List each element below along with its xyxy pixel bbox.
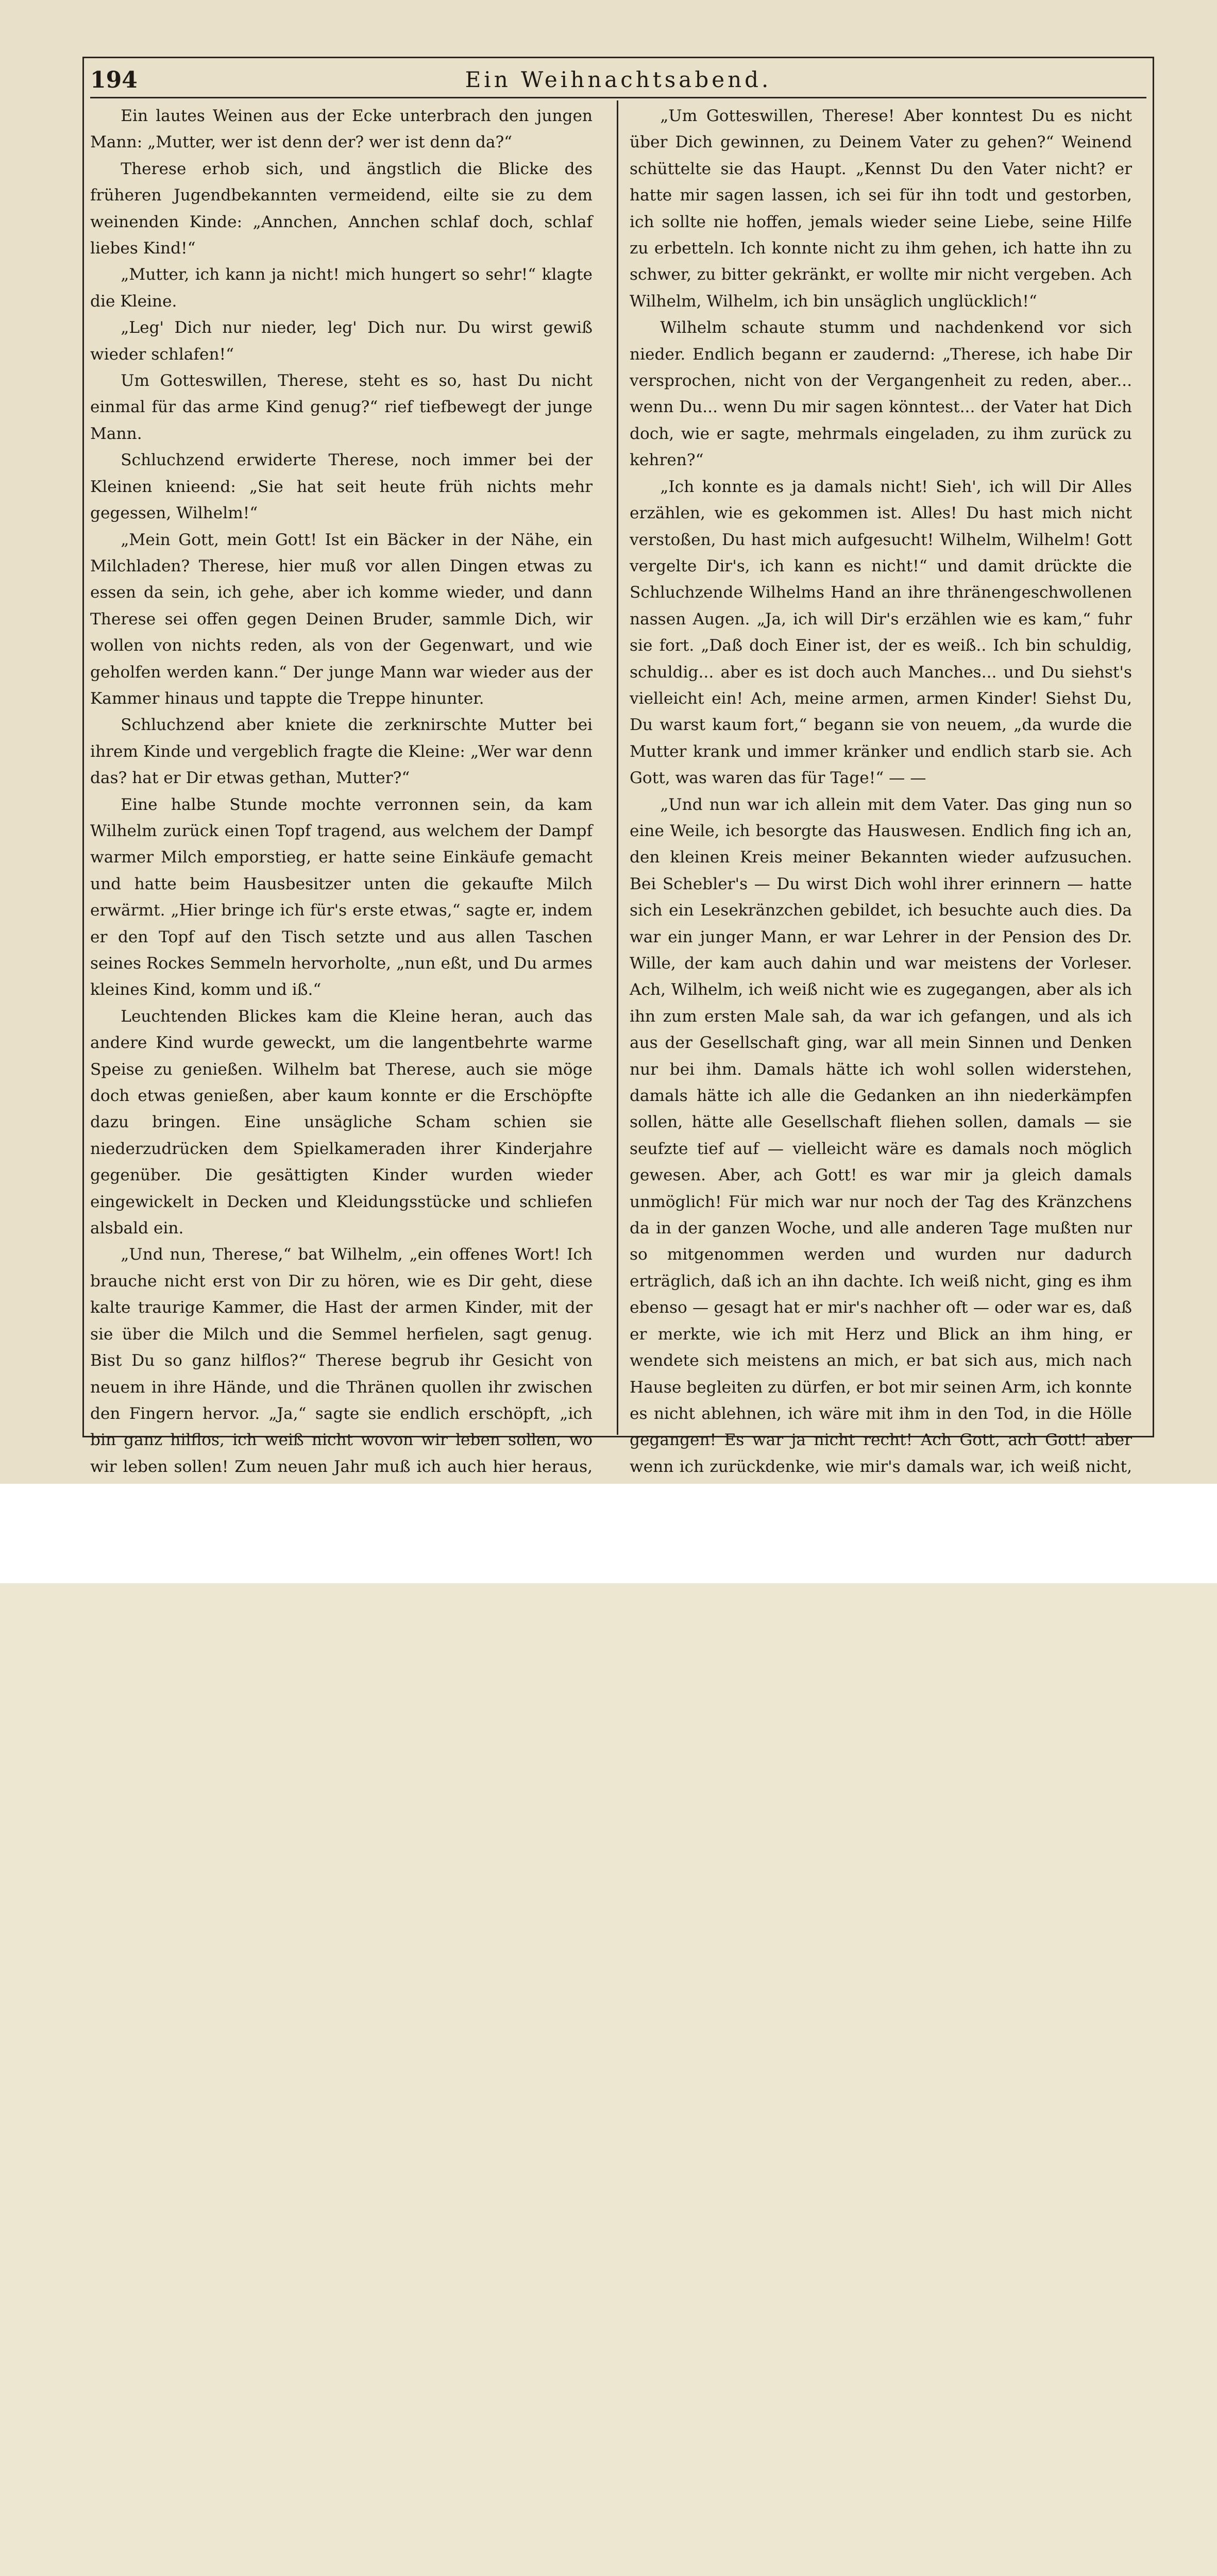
header-rule	[90, 97, 1146, 98]
paragraph: „Und nun, Therese,“ bat Wilhelm, „ein offenes Wort! Ich brauche nicht erst von Dir zu hören, wie es Dir geht, diese kalte traurige Kammer, die Hast der armen Kinder, mit der sie über die Milch und die Semmel herfielen, sagt genug. Bist Du so ganz hilflos?“ Therese begrub ihr Gesicht von neuem in ihre Hände, und die Thränen quollen ihr zwischen den Fingern hervor. „Ja,“ sagte sie endlich erschöpft, „ich bin ganz hilflos, ich weiß nicht wovon wir leben sollen, wo wir leben sollen! Zum neuen Jahr muß ich auch hier heraus,	[90, 1245, 593, 1476]
left-column	[90, 103, 593, 1476]
paragraph: Wilhelm schaute stumm und nachdenkend vor sich nieder. Endlich begann er zaudernd: „Therese, ich habe Dir versprochen, nicht von der Vergangenheit zu reden, aber... wenn Du... wenn Du mir sagen könntest... der Vater hat Dich doch, wie er sagte, mehrmals eingeladen, zu ihm zurück zu kehren?“	[630, 318, 1132, 470]
viewer-footer	[0, 1484, 1217, 1583]
paragraph: „Um Gotteswillen, Therese! Aber konntest Du es nicht über Dich gewinnen, zu Deinem Vater zu gehen?“ Weinend schüttelte sie das Haupt. „Kennst Du den Vater nicht? er hatte mir sagen lassen, ich sei für ihn todt und gestorben, ich sollte nie hoffen, jemals wieder seine Liebe, seine Hilfe zu erbetteln. Ich konnte nicht zu ihm gehen, ich hatte ihn zu schwer, zu bitter gekränkt, er wollte mir nicht vergeben. Ach Wilhelm, Wilhelm, ich bin unsäglich unglücklich!“	[630, 107, 1132, 311]
paragraph: Eine halbe Stunde mochte verronnen sein, da kam Wilhelm zurück einen Topf tragend, aus welchem der Dampf warmer Milch emporstieg, er hatte seine Einkäufe gemacht und hatte beim Hausbesitzer unten die gekaufte Milch erwärmt. „Hier bringe ich für's erste etwas,“ sagte er, indem er den Topf auf den Tisch setzte und aus allen Taschen seines Rockes Semmeln hervorholte, „nun eßt, und Du armes kleines Kind, komm und iß.“	[90, 795, 593, 999]
running-title: Ein Weihnachtsabend.	[465, 67, 772, 92]
paragraph: „Mutter, ich kann ja nicht! mich hungert so sehr!“ klagte die Kleine.	[90, 265, 593, 311]
paragraph: „Mein Gott, mein Gott! Ist ein Bäcker in der Nähe, ein Milchladen? Therese, hier muß vor allen Dingen etwas zu essen da sein, ich gehe, aber ich komme wieder, und dann Therese sei offen gegen Deinen Bruder, sammle Dich, wir wollen von nichts reden, als von der Gegenwart, und wie geholfen werden kann.“ Der junge Mann war wieder aus der Kammer hinaus und tappte die Treppe hinunter.	[90, 530, 593, 708]
paragraph: Schluchzend erwiderte Therese, noch immer bei der Kleinen knieend: „Sie hat seit heute früh nichts mehr gegessen, Wilhelm!“	[90, 451, 593, 523]
paragraph: Therese erhob sich, und ängstlich die Blicke des früheren Jugendbekannten vermeidend, eilte sie zu dem weinenden Kinde: „Annchen, Annchen schlaf doch, schlaf liebes Kind!“	[90, 159, 593, 258]
paragraph: „Ich konnte es ja damals nicht! Sieh', ich will Dir Alles erzählen, wie es gekommen ist. Alles! Du hast mich nicht verstoßen, Du hast mich aufgesucht! Wilhelm, Wilhelm! Gott vergelte Dir's, ich kann es nicht!“ und damit drückte die Schluchzende Wilhelms Hand an ihre thränengeschwollenen nassen Augen. „Ja, ich will Dir's erzählen wie es kam,“ fuhr sie fort. „Daß doch Einer ist, der es weiß.. Ich bin schuldig, schuldig... aber es ist doch auch Manches... und Du siehst's vielleicht ein! Ach, meine armen, armen Kinder! Siehst Du, Du warst kaum fort,“ begann sie von neuem, „da wurde die Mutter krank und immer kränker und endlich starb sie. Ach Gott, was waren das für Tage!“ — —	[630, 477, 1132, 788]
right-column	[630, 103, 1132, 1476]
paragraph: Ein lautes Weinen aus der Ecke unterbrach den jungen Mann: „Mutter, wer ist denn der? wer ist denn da?“	[90, 107, 593, 152]
page-header	[90, 67, 1146, 98]
paragraph: „Leg' Dich nur nieder, leg' Dich nur. Du wirst gewiß wieder schlafen!“	[90, 318, 593, 364]
paragraph: Schluchzend aber kniete die zerknirschte Mutter bei ihrem Kinde und vergeblich fragte die Kleine: „Wer war denn das? hat er Dir etwas gethan, Mutter?“	[90, 716, 593, 788]
paragraph: Leuchtenden Blickes kam die Kleine heran, auch das andere Kind wurde geweckt, um die langentbehrte warme Speise zu genießen. Wilhelm bat Therese, auch sie möge doch etwas genießen, aber kaum konnte er die Erschöpfte dazu bringen. Eine unsägliche Scham schien sie niederzudrücken dem Spielkameraden ihrer Kinderjahre gegenüber. Die gesättigten Kinder wurden wieder eingewickelt in Decken und Kleidungsstücke und schliefen alsbald ein.	[90, 1007, 593, 1238]
paragraph: „Und nun war ich allein mit dem Vater. Das ging nun so eine Weile, ich besorgte das Hauswesen. Endlich fing ich an, den kleinen Kreis meiner Bekannten wieder aufzusuchen. Bei Schebler's — Du wirst Dich wohl ihrer erinnern — hatte sich ein Lesekränzchen gebildet, ich besuchte auch dies. Da war ein junger Mann, er war Lehrer in der Pension des Dr. Wille, der kam auch dahin und war meistens der Vorleser. Ach, Wilhelm, ich weiß nicht wie es zugegangen, aber als ich ihn zum ersten Male sah, da war ich gefangen, und als ich aus der Gesellschaft ging, war all mein Sinnen und Denken nur bei ihm. Damals hätte ich wohl sollen widerstehen, damals hätte ich alle die Gedanken an ihn niederkämpfen sollen, hätte alle Gesellschaft fliehen sollen, damals — sie seufzte tief auf — vielleicht wäre es damals noch möglich gewesen. Aber, ach Gott! es war mir ja gleich damals unmöglich! Für mich war nur noch der Tag des Kränzchens da in der ganzen Woche, und alle anderen Tage mußten nur so mitgenommen werden und wurden nur dadurch erträglich, daß ich an ihn dachte. Ich weiß nicht, ging es ihm ebenso — gesagt hat er mir's nachher oft — oder war es, daß er merkte, wie ich mit Herz und Blick an ihm hing, er wendete sich meistens an mich, er bat sich aus, mich nach Hause begleiten zu dürfen, er bot mir seinen Arm, ich konnte es nicht ablehnen, ich wäre mit ihm in den Tod, in die Hölle gegangen! Es war ja nicht recht! Ach Gott, ach Gott! aber wenn ich zurückdenke, wie mir's damals war, ich weiß nicht,	[630, 795, 1132, 1476]
paragraph: Um Gotteswillen, Therese, steht es so, hast Du nicht einmal für das arme Kind genug?“ rief tiefbewegt der junge Mann.	[90, 371, 593, 443]
column-divider	[617, 100, 618, 1435]
page-number: 194	[90, 67, 138, 93]
